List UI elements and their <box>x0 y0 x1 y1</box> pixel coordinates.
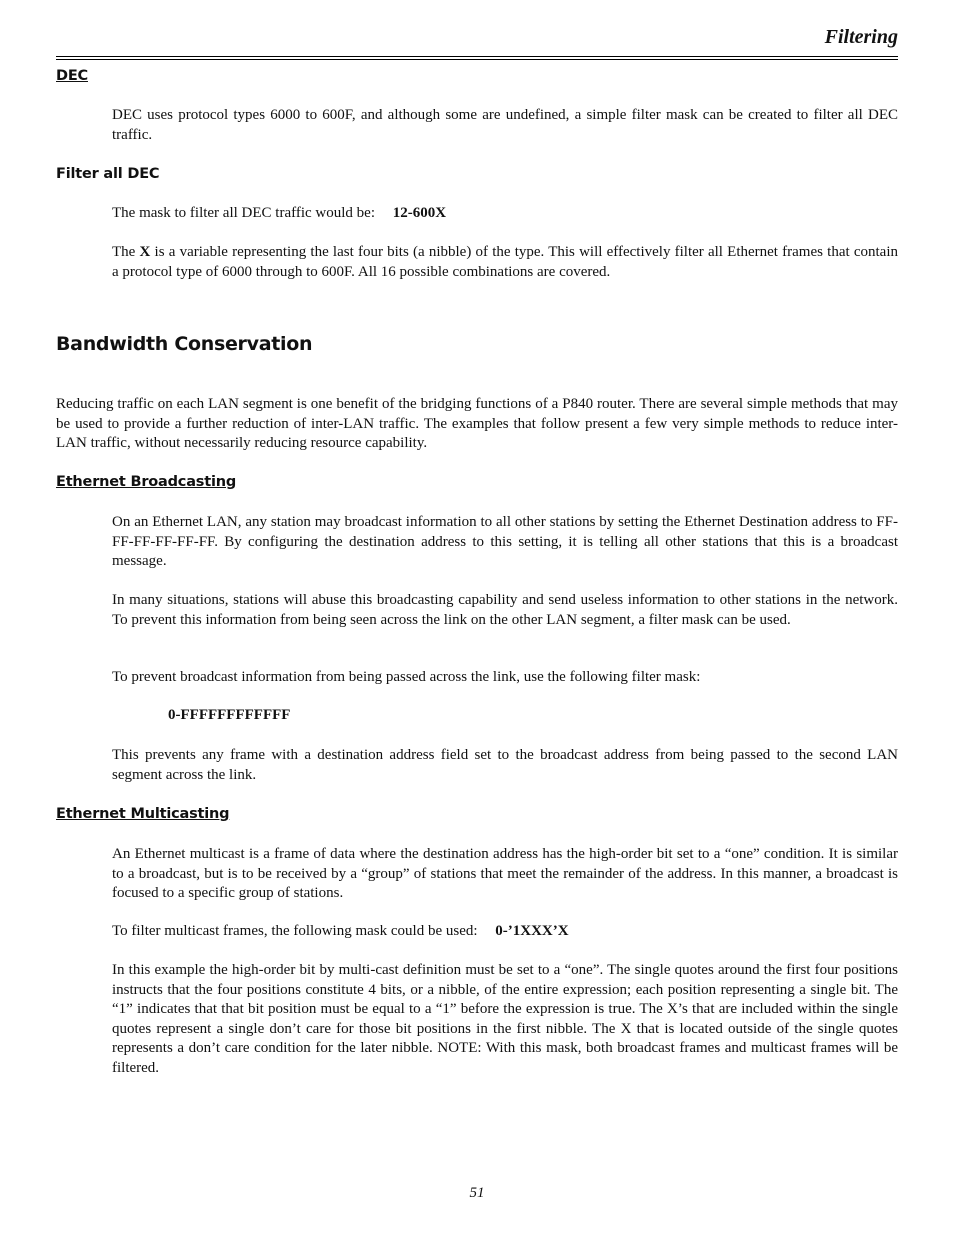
dec-intro: DEC uses protocol types 6000 to 600F, and although some are undefined, a simple filter mask can be created to filter all DEC traffic. <box>112 107 898 143</box>
running-header <box>56 26 898 57</box>
broadcast-p3: To prevent broadcast information from being passed across the link, use the following filter mask: <box>112 669 701 685</box>
dec-x-bold: X <box>139 244 151 260</box>
filter-all-dec-heading: Filter all DEC <box>56 166 160 182</box>
dec-x-prefix: The <box>112 244 140 260</box>
multicast-p3: In this example the high-order bit by multi-cast definition must be set to a “one”. The single quotes around the first four positions instructs that the four positions constitute 4 bits, or a nibble, of the entire expression; each position representing a single bit. The “1” indicates that that bit position must be equal to a “1” before the expression is true. The X’s that are included within the single quotes represent a single don’t care for those bit positions in the first nibble. The X that is located outside of the single quotes represents a don’t care condition for the later nibble. NOTE: With this mask, both broadcast frames and multicast frames will be filtered. <box>112 962 898 1076</box>
page-number: 51 <box>469 1185 485 1201</box>
multicast-p1: An Ethernet multicast is a frame of data where the destination address has the high-order bit set to a “one” condition. It is similar to a broadcast, but is to be received by a “group” of stations that meet the remainder of the address. In this manner, a broadcast is focused to a specific group of stations. <box>112 846 898 902</box>
broadcast-p4: This prevents any frame with a destination address field set to the broadcast address from being passed to the second LAN segment across the link. <box>112 747 898 783</box>
broadcast-p1: On an Ethernet LAN, any station may broadcast information to all other stations by setting the Ethernet Destination address to FF-FF-FF-FF-FF-FF. By configuring the destination address to this setting, it is telling all other stations that this is a broadcast message. <box>112 514 898 570</box>
broadcast-p2: In many situations, stations will abuse this broadcasting capability and send useless information to other stations in the network. To prevent this information from being seen across the link on the other LAN segment, a filter mask can be used. <box>112 592 898 628</box>
dec-x-paragraph <box>112 243 898 282</box>
dec-mask-value: 12-600X <box>392 205 447 221</box>
header-title: Filtering <box>824 26 898 48</box>
dec-mask-text: The mask to filter all DEC traffic would be: <box>112 205 375 221</box>
bandwidth-intro: Reducing traffic on each LAN segment is one benefit of the bridging functions of a P840 router. There are several simple methods that may be used to provide a further reduction of inter-LAN traffic. The examples that follow present a few very simple methods to reduce inter-LAN traffic, without necessarily reducing resource capability. <box>56 396 898 452</box>
dec-x-rest: is a variable representing the last four bits (a nibble) of the type. This will effectively filter all Ethernet frames that contain a protocol type of 6000 through to 600F. All 16 possible combinations are covered. <box>112 244 898 280</box>
multicast-mask-line <box>112 922 898 942</box>
broadcast-heading: Ethernet Broadcasting <box>56 474 237 490</box>
multicast-mask-text: To filter multicast frames, the following mask could be used: <box>112 923 478 939</box>
dec-mask-line <box>112 204 898 224</box>
multicast-mask-value: 0-’1XXX’X <box>495 923 569 939</box>
broadcast-mask-value: 0-FFFFFFFFFFFF <box>168 707 291 723</box>
dec-heading: DEC <box>56 68 88 84</box>
multicast-heading: Ethernet Multicasting <box>56 806 230 822</box>
bandwidth-heading: Bandwidth Conservation <box>56 333 313 355</box>
